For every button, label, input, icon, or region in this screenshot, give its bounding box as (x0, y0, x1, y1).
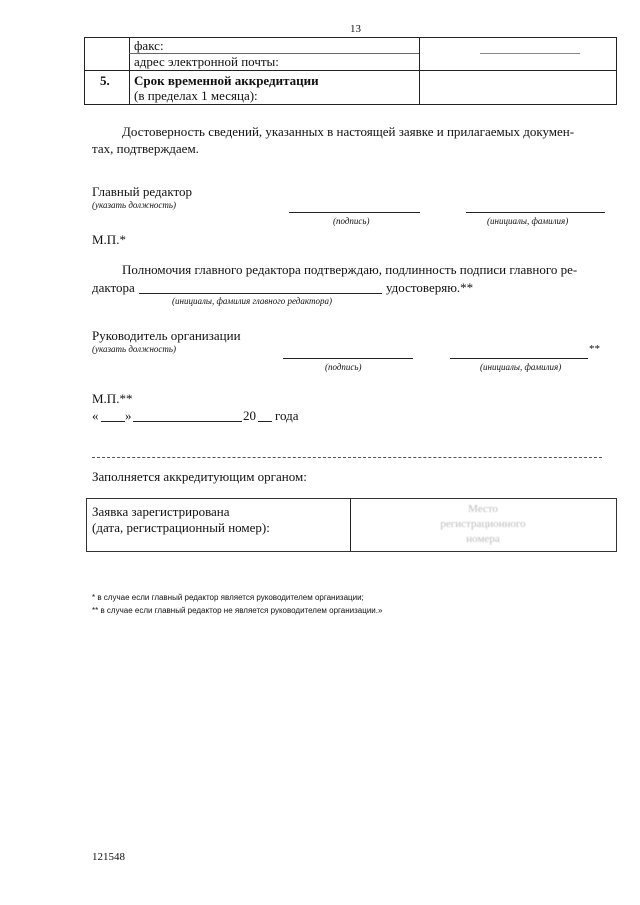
authority-text-line-2a: дактора (92, 280, 135, 295)
date-close-quote: » (125, 408, 132, 423)
chief-editor-name-line[interactable] (466, 212, 605, 213)
section-separator (92, 457, 602, 458)
org-head-name-line[interactable] (450, 358, 588, 359)
table-cell-fax: факс: (134, 38, 164, 53)
filled-by-heading: Заполняется аккредитующим органом: (92, 469, 307, 484)
registration-stamp-line-2: регистрационного (440, 518, 526, 530)
stamp-mark-2: М.П.** (92, 391, 133, 406)
org-head-signature-line[interactable] (283, 358, 413, 359)
registration-stamp-line-1: Место (468, 503, 498, 515)
date-open-quote: « (92, 408, 99, 423)
document-code: 121548 (92, 851, 125, 863)
registration-label-2: (дата, регистрационный номер): (92, 520, 270, 535)
org-head-position-hint: (указать должность) (92, 344, 177, 354)
date-year-suffix: года (275, 408, 299, 423)
table-cell-email: адрес электронной почты: (134, 54, 279, 69)
chief-editor-position-hint: (указать должность) (92, 200, 177, 210)
confirm-text-line-2: тах, подтверждаем. (92, 141, 199, 156)
org-head-name-hint: (инициалы, фамилия) (480, 362, 562, 372)
org-head-asterisks: ** (589, 343, 600, 355)
date-day-line[interactable] (101, 421, 125, 422)
date-year-line[interactable] (258, 421, 272, 422)
chief-editor-signature-hint: (подпись) (333, 216, 370, 226)
chief-editor-name-hint: (инициалы, фамилия) (487, 216, 569, 226)
date-month-line[interactable] (133, 421, 242, 422)
chief-editor-title: Главный редактор (92, 184, 192, 199)
footnote-1: * в случае если главный редактор является руководителем организации; (92, 593, 364, 602)
chief-editor-signature-line[interactable] (289, 212, 420, 213)
stamp-mark-1: М.П.* (92, 232, 126, 247)
authority-editor-name-line[interactable] (139, 293, 382, 294)
registration-stamp-area[interactable] (352, 502, 614, 548)
registration-label-1: Заявка зарегистрирована (92, 504, 230, 519)
org-head-signature-hint: (подпись) (325, 362, 362, 372)
table-row5-title: Срок временной аккредитации (134, 73, 319, 88)
table-row5-number: 5. (100, 73, 110, 88)
authority-editor-hint: (инициалы, фамилия главного редактора) (172, 296, 332, 306)
page-number: 13 (350, 23, 361, 35)
confirm-text-line-1: Достоверность сведений, указанных в настоящей заявке и прилагаемых докумен- (122, 124, 575, 139)
table-row5-subtitle: (в пределах 1 месяца): (134, 88, 258, 103)
org-head-title: Руководитель организации (92, 328, 241, 343)
authority-text-line-2b: удостоверяю.** (386, 280, 474, 295)
date-year-prefix: 20 (243, 408, 256, 423)
registration-stamp-line-3: номера (466, 533, 500, 545)
footnote-2: ** в случае если главный редактор не является руководителем организации.» (92, 606, 383, 615)
authority-text-line-1: Полномочия главного редактора подтверждаю, подлинность подписи главного ре- (122, 262, 578, 277)
